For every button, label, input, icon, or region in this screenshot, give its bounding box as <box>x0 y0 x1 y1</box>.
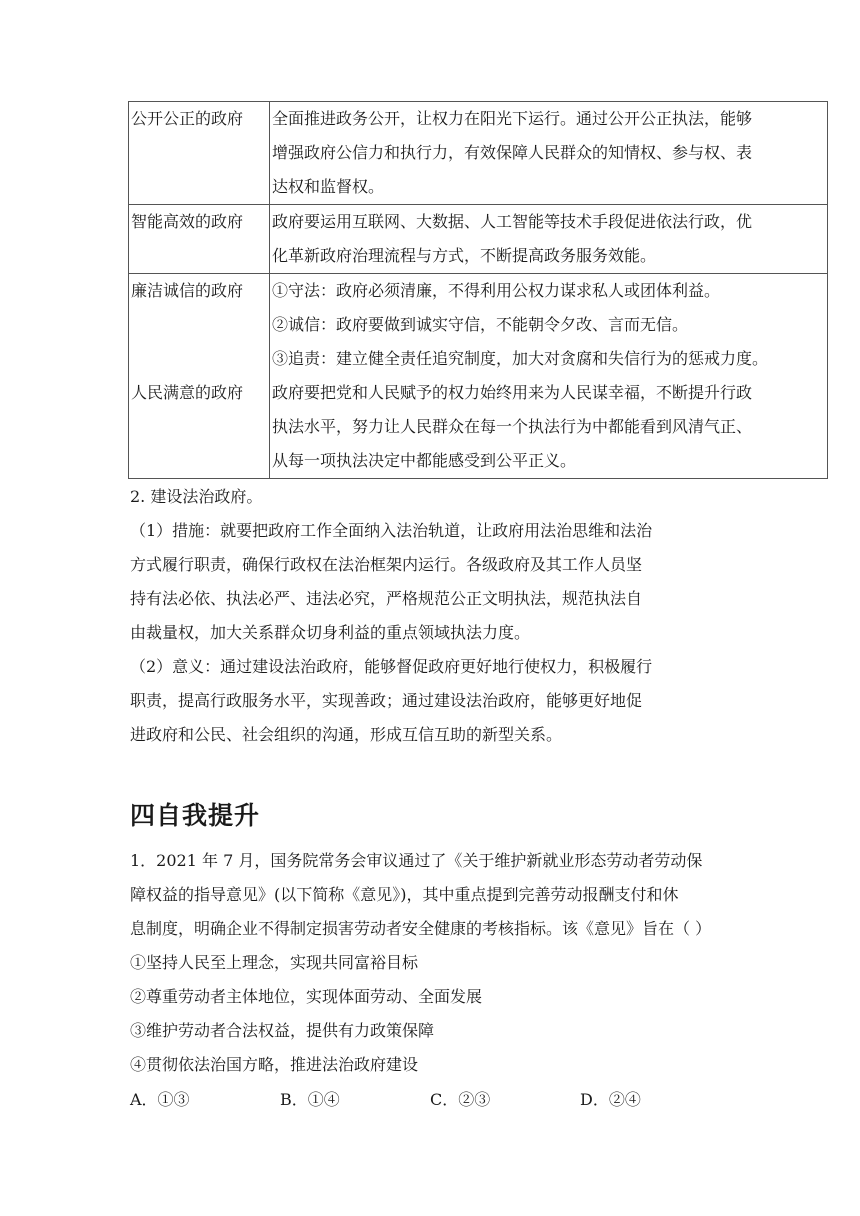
statement-item: ②尊重劳动者主体地位，实现体面劳动、全面发展 <box>130 987 483 1006</box>
statement-item: ①坚持人民至上理念，实现共同富裕目标 <box>130 953 419 972</box>
measures-line: 由裁量权，加大关系群众切身利益的重点领域执法力度。 <box>130 623 531 642</box>
desc-line: ③追责：建立健全责任追究制度，加大对贪腐和失信行为的惩戒力度。 <box>272 349 769 368</box>
option-d[interactable]: D．②④ <box>580 1090 641 1109</box>
statement-item: ③维护劳动者合法权益，提供有力政策保障 <box>130 1021 435 1040</box>
desc-line: 从每一项执法决定中都能感受到公平正义。 <box>272 451 577 470</box>
section-heading: 四自我提升 <box>130 801 261 830</box>
table-cell-name <box>129 205 270 274</box>
option-b[interactable]: B．①④ <box>280 1090 340 1109</box>
measures-line: 方式履行职责，确保行政权在法治框架内运行。各级政府及其工作人员坚 <box>130 555 643 574</box>
desc-line: 政府要运用互联网、大数据、人工智能等技术手段促进依法行政，优 <box>272 212 753 231</box>
desc-line: 增强政府公信力和执行力，有效保障人民群众的知情权、参与权、表 <box>272 143 753 162</box>
desc-line: 政府要把党和人民赋予的权力始终用来为人民谋幸福，不断提升行政 <box>272 383 753 402</box>
meaning-line: 职责，提高行政服务水平，实现善政；通过建设法治政府，能够更好地促 <box>130 691 643 710</box>
table-cell-name <box>129 274 270 479</box>
desc-line: ②诚信：政府要做到诚实守信，不能朝令夕改、言而无信。 <box>272 315 689 334</box>
statement-item: ④贯彻依法治国方略，推进法治政府建设 <box>130 1055 419 1074</box>
question-stem-line: 息制度，明确企业不得制定损害劳动者安全健康的考核指标。该《意见》旨在（ ） <box>130 919 712 938</box>
meaning-line: （2）意义：通过建设法治政府，能够督促政府更好地行使权力，积极履行 <box>130 657 653 676</box>
question-1 <box>130 844 750 1082</box>
desc-line: ①守法：政府必须清廉，不得利用公权力谋求私人或团体利益。 <box>272 281 721 300</box>
row-name: 廉洁诚信的政府 <box>131 281 244 300</box>
desc-line: 执法水平，努力让人民群众在每一个执法行为中都能看到风清气正、 <box>272 417 753 436</box>
table-row <box>129 205 828 274</box>
desc-line: 达权和监督权。 <box>272 177 385 196</box>
meaning-line: 进政府和公民、社会组织的沟通，形成互信互助的新型关系。 <box>130 725 563 744</box>
section-2 <box>130 480 730 752</box>
question-stem-line: 障权益的指导意见》(以下简称《意见》)，其中重点提到完善劳动报酬支付和休 <box>130 885 679 904</box>
table-row <box>129 274 828 479</box>
question-stem-line: 1．2021 年 7 月，国务院常务会审议通过了《关于维护新就业形态劳动者劳动保 <box>130 851 703 870</box>
measures-line: （1）措施：就要把政府工作全面纳入法治轨道，让政府用法治思维和法治 <box>130 521 653 540</box>
row-name: 公开公正的政府 <box>131 109 244 128</box>
option-c[interactable]: C．②③ <box>430 1090 491 1109</box>
desc-line: 全面推进政务公开，让权力在阳光下运行。通过公开公正执法，能够 <box>272 109 753 128</box>
row-name: 人民满意的政府 <box>131 383 244 402</box>
section-title: 2. 建设法治政府。 <box>130 487 263 506</box>
table-cell-desc <box>270 102 828 205</box>
desc-line: 化革新政府治理流程与方式，不断提高政务服务效能。 <box>272 246 657 265</box>
answer-options <box>130 1083 730 1117</box>
measures-line: 持有法必依、执法必严、违法必究，严格规范公正文明执法，规范执法自 <box>130 589 643 608</box>
government-types-table <box>128 101 828 479</box>
table-cell-desc <box>270 205 828 274</box>
option-a[interactable]: A．①③ <box>130 1090 190 1109</box>
row-name: 智能高效的政府 <box>131 212 244 231</box>
table-cell-name <box>129 102 270 205</box>
table-row <box>129 102 828 205</box>
table-cell-desc <box>270 274 828 479</box>
